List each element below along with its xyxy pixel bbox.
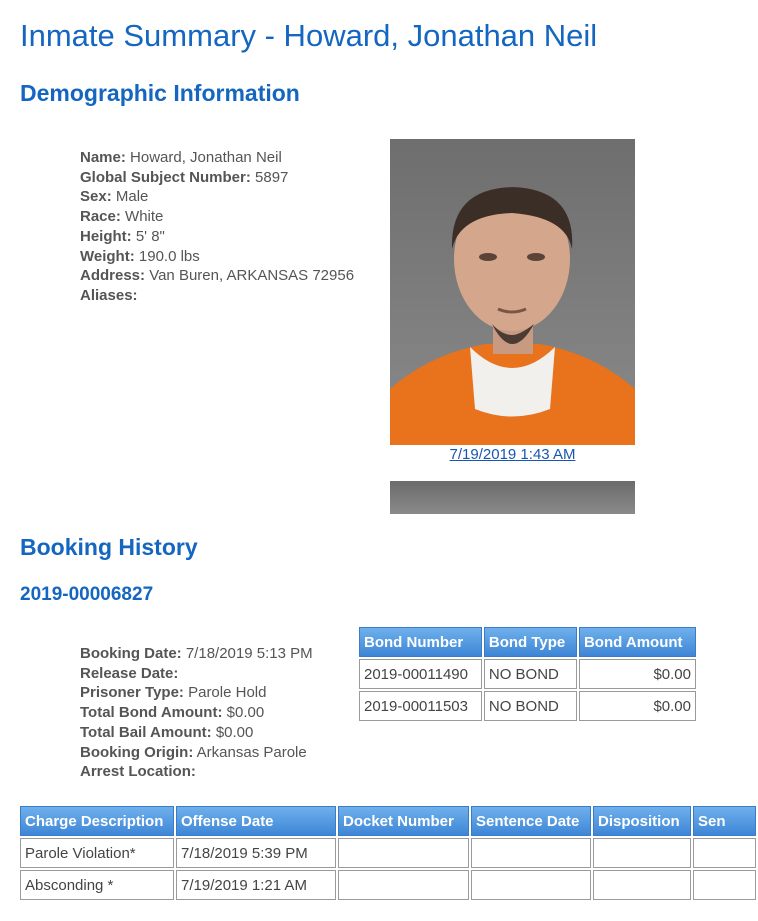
field-label: Arrest Location: <box>80 763 196 781</box>
table-row <box>20 838 756 868</box>
field-value: Parole Hold <box>188 684 267 702</box>
sentence-date-cell <box>471 870 591 900</box>
photo-timestamp-link[interactable]: 7/19/2019 1:43 AM <box>449 446 576 463</box>
field-value: 7/18/2019 5:13 PM <box>185 645 313 662</box>
field-value: $0.00 <box>215 723 254 741</box>
field-value: Male <box>115 188 149 206</box>
page-title: Inmate Summary - Howard, Jonathan Neil <box>20 18 598 53</box>
field-value: Howard, Jonathan Neil <box>130 149 282 166</box>
field-label: Total Bail Amount: <box>80 723 212 741</box>
column-header-bond-number[interactable]: Bond Number <box>359 627 482 657</box>
charge-description-cell: Parole Violation* <box>20 838 174 868</box>
charge-table-wrapper <box>18 804 726 921</box>
field-global-subject-number <box>80 168 354 188</box>
field-label: Height: <box>80 227 132 245</box>
field-sex <box>80 187 354 207</box>
table-row <box>20 870 756 900</box>
charge-table <box>18 804 758 902</box>
column-header-disposition[interactable]: Disposition <box>593 806 691 836</box>
mugshot-photo <box>390 139 635 445</box>
column-header-docket-number[interactable]: Docket Number <box>338 806 469 836</box>
field-value: White <box>125 208 164 226</box>
field-value: 5' 8" <box>135 227 165 245</box>
field-label: Race: <box>80 208 121 226</box>
field-total-bail-amount <box>80 723 313 743</box>
mugshot-illustration <box>390 139 635 445</box>
field-value: Arkansas Parole <box>196 743 307 761</box>
table-row <box>359 691 696 721</box>
field-prisoner-type <box>80 683 313 703</box>
docket-number-cell <box>338 870 469 900</box>
bond-type-cell: NO BOND <box>484 691 577 721</box>
field-label: Booking Origin: <box>80 743 194 761</box>
column-header-offense-date[interactable]: Offense Date <box>176 806 336 836</box>
field-value: $0.00 <box>226 704 265 722</box>
field-label: Weight: <box>80 247 135 265</box>
booking-history-heading: Booking History <box>20 534 198 560</box>
field-arrest-location <box>80 762 313 782</box>
field-label: Aliases: <box>80 286 138 304</box>
field-booking-date <box>80 644 313 664</box>
field-label: Total Bond Amount: <box>80 704 223 722</box>
field-value: 5897 <box>255 168 289 186</box>
charge-table-header <box>20 806 756 836</box>
bond-number-cell: 2019-00011503 <box>359 691 482 721</box>
bond-number-cell: 2019-00011490 <box>359 659 482 689</box>
offense-date-cell: 7/19/2019 1:21 AM <box>176 870 336 900</box>
demographic-fields <box>80 148 354 306</box>
field-value: 190.0 lbs <box>138 247 200 265</box>
bond-table <box>357 625 698 723</box>
booking-fields <box>80 644 313 782</box>
table-row <box>359 659 696 689</box>
disposition-cell <box>593 838 691 868</box>
field-label: Address: <box>80 267 146 285</box>
column-header-bond-amount[interactable]: Bond Amount <box>579 627 696 657</box>
field-address <box>80 266 354 286</box>
field-name <box>80 148 354 168</box>
field-weight <box>80 247 354 267</box>
bond-amount-cell: $0.00 <box>579 691 696 721</box>
column-header-charge-description[interactable]: Charge Description <box>20 806 174 836</box>
demographic-heading: Demographic Information <box>20 80 300 106</box>
offense-date-cell: 7/18/2019 5:39 PM <box>176 838 336 868</box>
field-total-bond-amount <box>80 703 313 723</box>
charge-description-cell: Absconding * <box>20 870 174 900</box>
disposition-cell <box>593 870 691 900</box>
sentence-cell <box>693 838 756 868</box>
column-header-bond-type[interactable]: Bond Type <box>484 627 577 657</box>
bond-amount-cell: $0.00 <box>579 659 696 689</box>
field-label: Booking Date: <box>80 645 182 662</box>
column-header-sentence-date[interactable]: Sentence Date <box>471 806 591 836</box>
bond-table-header <box>359 627 696 657</box>
field-label: Name: <box>80 149 126 166</box>
sentence-cell <box>693 870 756 900</box>
field-label: Release Date: <box>80 664 179 682</box>
field-label: Prisoner Type: <box>80 684 184 702</box>
field-release-date <box>80 664 313 684</box>
field-race <box>80 207 354 227</box>
field-booking-origin <box>80 743 313 763</box>
field-label: Global Subject Number: <box>80 168 251 186</box>
sentence-date-cell <box>471 838 591 868</box>
field-aliases <box>80 286 354 306</box>
bond-type-cell: NO BOND <box>484 659 577 689</box>
field-height <box>80 227 354 247</box>
field-value: Van Buren, ARKANSAS 72956 <box>149 267 355 285</box>
docket-number-cell <box>338 838 469 868</box>
field-label: Sex: <box>80 188 112 206</box>
booking-number: 2019-00006827 <box>20 584 154 605</box>
second-photo-thumbnail[interactable] <box>390 481 635 514</box>
column-header-sentence[interactable]: Sen <box>693 806 756 836</box>
